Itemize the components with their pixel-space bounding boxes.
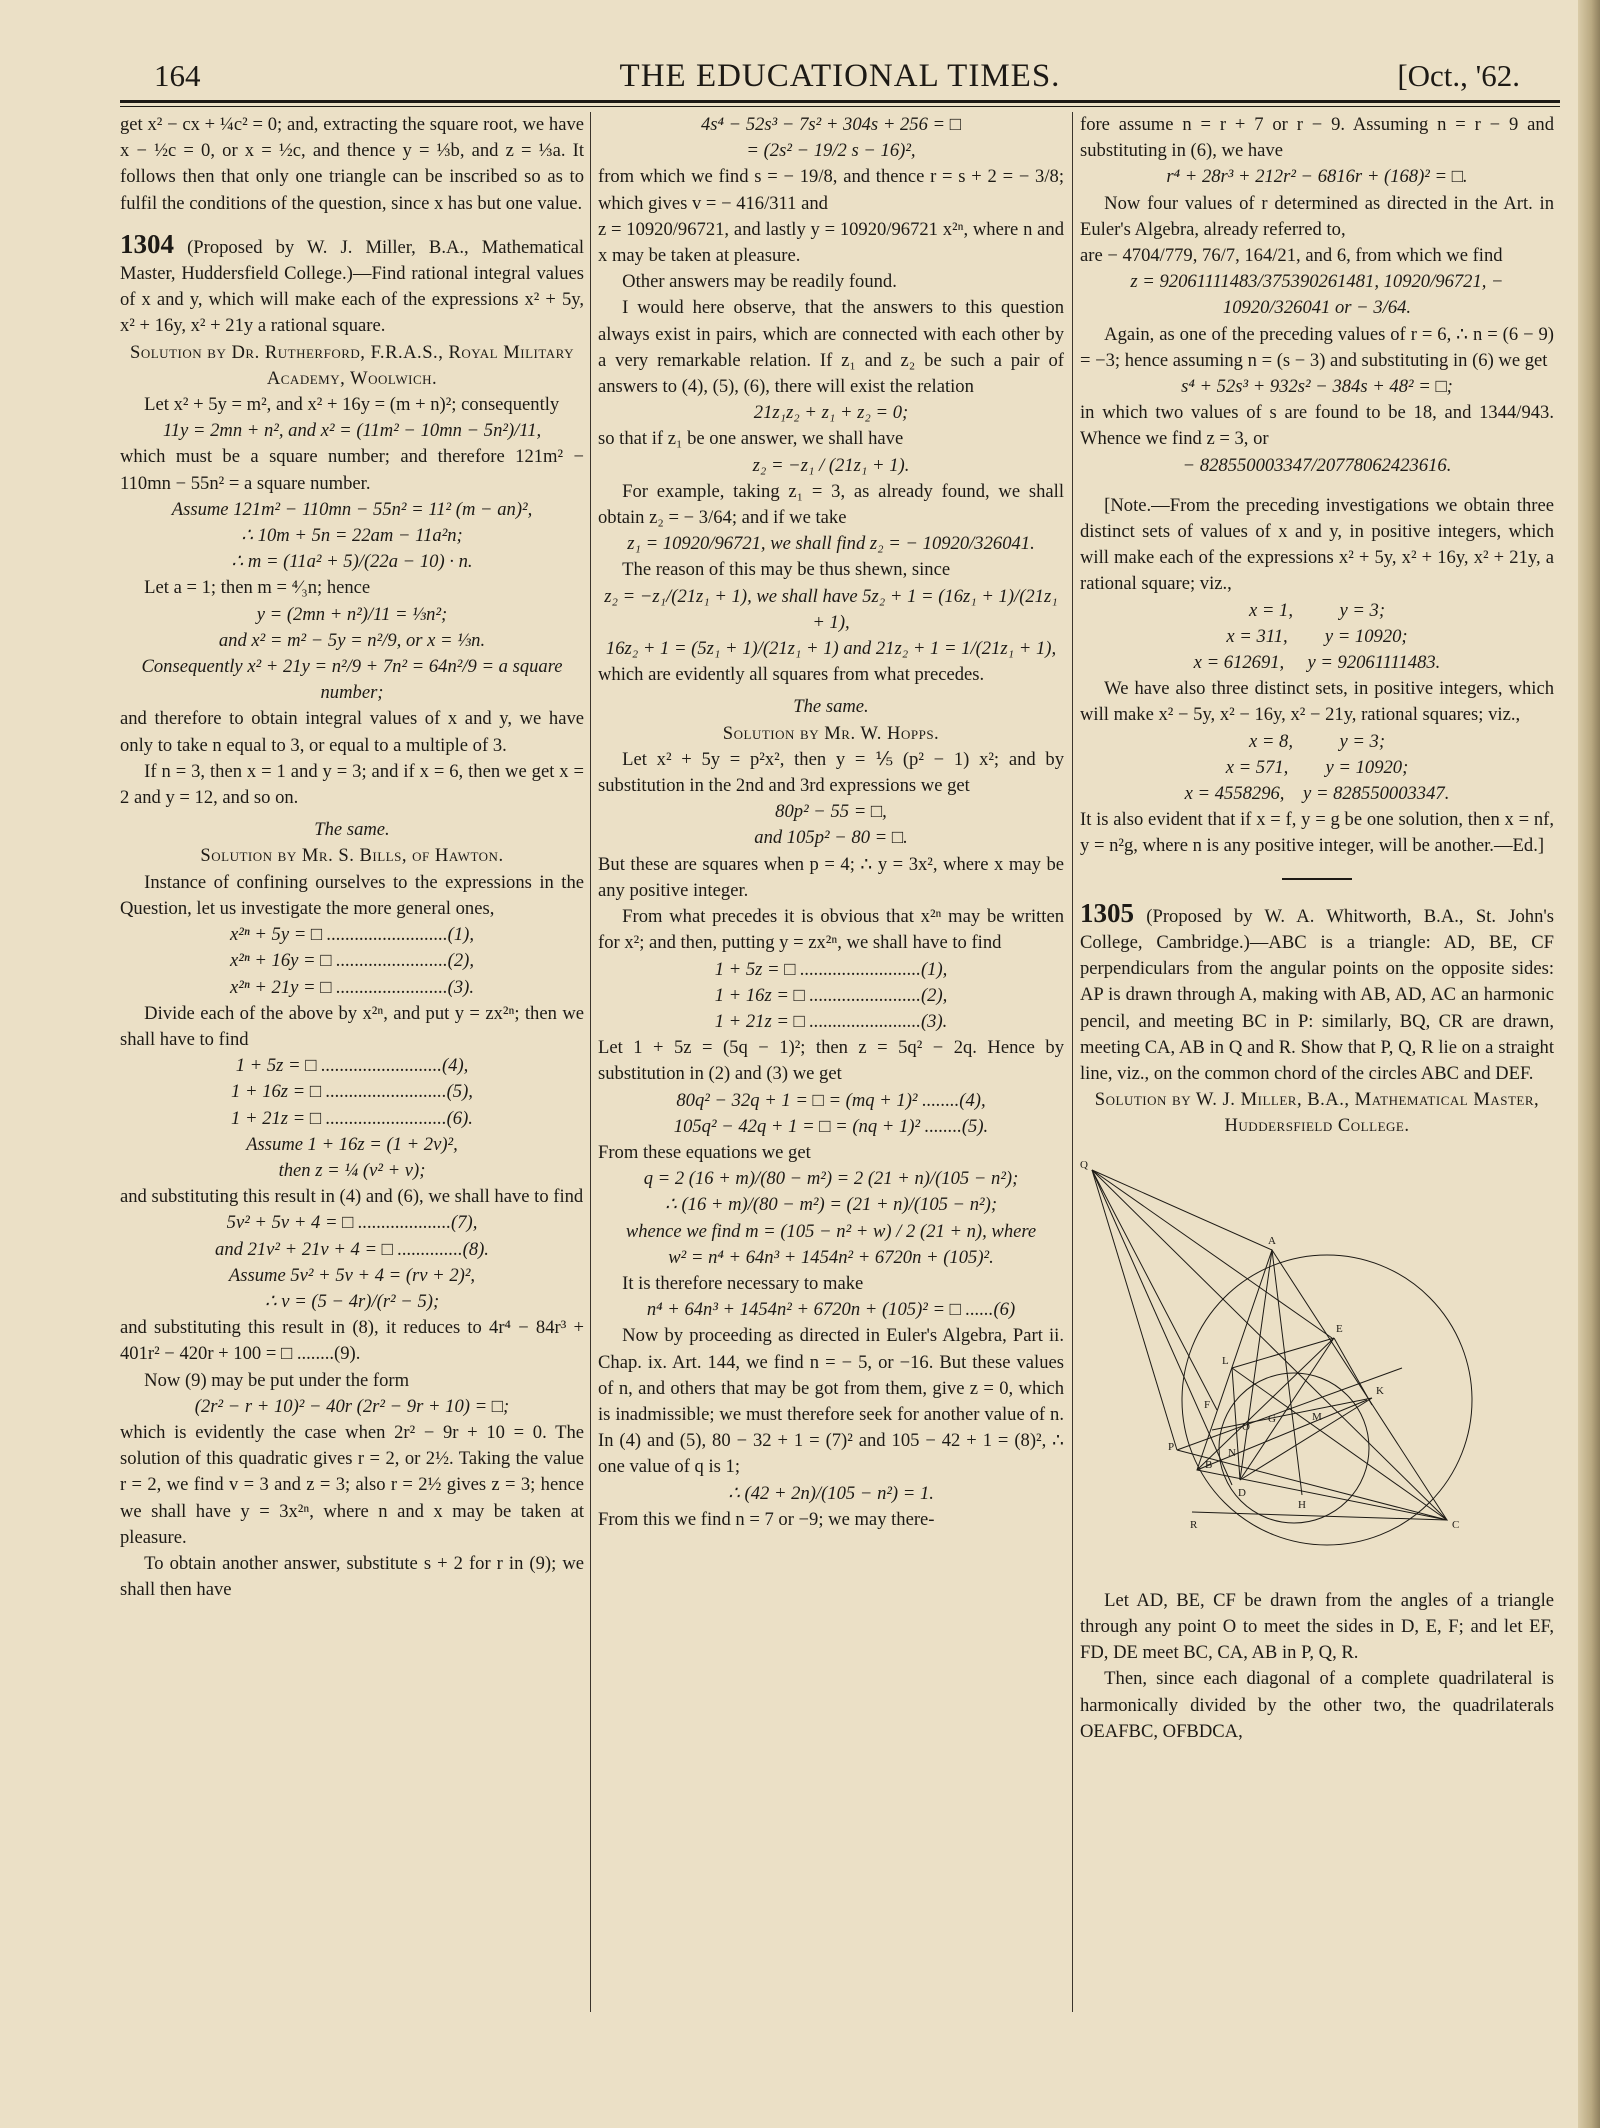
equation: and 21v² + 21v + 4 = □ ..............(8). — [215, 1238, 489, 1260]
equation: x²ⁿ + 16y = □ ........................(2), — [230, 950, 474, 972]
equation: x = 311, y = 10920; — [1226, 625, 1408, 647]
paragraph: Then, since each diagonal of a complete quadrilateral is harmonically divided by the other two, the quadrilaterals OEAFBC, OFBDCA, — [1080, 1668, 1554, 1742]
equation: x²ⁿ + 5y = □ ..........................(1), — [230, 924, 474, 946]
figure-label: F — [1204, 1398, 1211, 1411]
paragraph: and therefore to obtain integral values of x and y, we have only to take n equal to 3, or equal to a multiple of 3. — [120, 708, 584, 756]
line — [1334, 1338, 1372, 1405]
question-1304 — [120, 228, 584, 340]
line — [1240, 1398, 1372, 1480]
equation: = (2s² − 19/2 s − 16)², — [746, 140, 916, 162]
paragraph: If n = 3, then x = 1 and y = 3; and if x = 6, then we get x = 2 and y = 12, and so on. — [120, 760, 584, 809]
equation: and x² = m² − 5y = n²/9, or x = ⅓n. — [218, 629, 486, 651]
column-3 — [1080, 112, 1554, 2022]
paragraph: To obtain another answer, substitute s + 2 for r in (9); we shall then have — [120, 1552, 584, 1601]
figure-label: R — [1190, 1518, 1198, 1531]
paragraph: in which two values of s are found to be 18, and 1344/943. Whence we find z = 3, or — [1080, 402, 1554, 450]
paragraph: But these are squares when p = 4; ∴ y = 3x², where x may be any positive integer. — [598, 853, 1064, 901]
figure-label: D — [1238, 1486, 1246, 1499]
paragraph: Let 1 + 5z = (5q − 1)²; then z = 5q² − 2q. Hence by substitution in (2) and (3) we get — [598, 1037, 1064, 1085]
equation: 1 + 21z = □ ..........................(6). — [231, 1107, 473, 1129]
question-number: 1304 — [120, 228, 174, 259]
equation: x = 4558296, y = 828550003347. — [1184, 783, 1450, 805]
equation: 1 + 21z = □ ........................(3). — [714, 1010, 948, 1032]
paragraph: which are evidently all squares from what precedes. — [598, 664, 985, 686]
equation: 1 + 5z = □ ..........................(4), — [235, 1055, 469, 1077]
geometry-figure — [1080, 1150, 1554, 1588]
page-number: 164 — [154, 58, 201, 93]
figure-label: N — [1228, 1446, 1236, 1459]
equation: w² = n⁴ + 64n³ + 1454n² + 6720n + (105)². — [668, 1246, 994, 1268]
equation: 80p² − 55 = □, — [775, 801, 887, 823]
equation: 1 + 5z = □ ..........................(1), — [714, 958, 948, 980]
circle-def — [1219, 1373, 1369, 1523]
equation: z₁ = 10920/96721, we shall find z₂ = − 10920/326041. — [627, 533, 1035, 555]
equation: z₂ = −z₁/(21z₁ + 1), we shall have 5z₂ + 1 = (16z₁ + 1)/(21z₁ + 1), — [604, 585, 1058, 633]
equation: 5v² + 5v + 4 = □ ....................(7), — [226, 1212, 478, 1234]
line — [1212, 1398, 1372, 1430]
question-number: 1305 — [1080, 897, 1134, 928]
paragraph: Again, as one of the preceding values of r = 6, ∴ n = (6 − 9) = −3; hence assuming n = (s − 3) and substituting in (6) we get — [1080, 323, 1554, 371]
equation: 16z₂ + 1 = (5z₁ + 1)/(21z₁ + 1) and 21z₂ + 1 = 1/(21z₁ + 1), — [605, 638, 1057, 660]
equation: whence we find m = (105 − n² + w) / 2 (21 + n), where — [625, 1220, 1037, 1242]
equation: q = 2 (16 + m)/(80 − m²) = 2 (21 + n)/(105 − n²); — [643, 1168, 1019, 1190]
equation: x²ⁿ + 21y = □ ........................(3). — [230, 976, 474, 998]
equation: x = 1, y = 3; — [1248, 599, 1386, 621]
figure-label: C — [1452, 1518, 1460, 1531]
figure-label: A — [1268, 1234, 1276, 1247]
line — [1232, 1368, 1240, 1480]
paragraph: so that if z₁ be one answer, we shall have — [598, 428, 904, 450]
triangle-abc — [1197, 1250, 1447, 1520]
paragraph: which is evidently the case when 2r² − 9r + 10 = 0. The solution of this quadratic gives r = 2, or 2½. Taking the value r = 2, we find v = 3 and z = 3; also r = 2½ gives z = 3; hence we shall have y = 3x²ⁿ, where n and x may be taken at pleasure. — [120, 1421, 584, 1548]
question-text: (Proposed by W. J. Miller, B.A., Mathematical Master, Huddersfield College.)—Find rational integral values of x and y, which will make each of the expressions x² + 5y, x² + 16y, x² + 21y a rational square. — [120, 236, 584, 337]
paragraph: Instance of confining ourselves to the expressions in the Question, let us investigate the more general ones, — [120, 871, 584, 919]
equation: z = 92061111483/375390261481, 10920/96721, − 10920/326041 or − 3/64. — [1130, 271, 1504, 319]
equation: ∴ m = (11a² + 5)/(22a − 10) · n. — [231, 551, 473, 573]
paragraph: I would here observe, that the answers to this question always exist in pairs, which are connected with each other by a very remarkable relation. If z₁ and z₂ be such a pair of answers to (4), (5), (6), there will exist the relation — [598, 297, 1064, 398]
paragraph: We have also three distinct sets, in positive integers, which will make x² − 5y, x² − 16y, x² − 21y, rational squares; viz., — [1080, 678, 1554, 726]
paragraph: Let x² + 5y = m², and x² + 16y = (m + n)²; consequently — [144, 394, 560, 416]
equation: then z = ¼ (v² + v); — [278, 1159, 426, 1181]
paragraph: From this we find n = 7 or −9; we may there- — [598, 1508, 935, 1530]
page-header — [120, 58, 1560, 98]
paragraph: Now (9) may be put under the form — [144, 1369, 410, 1391]
paragraph: Let a = 1; then m = ⁴⁄₃n; hence — [144, 577, 371, 599]
paragraph: The reason of this may be thus shewn, since — [622, 559, 951, 581]
equation: x = 8, y = 3; — [1248, 730, 1386, 752]
equation: ∴ (16 + m)/(80 − m²) = (21 + n)/(105 − n²); — [664, 1194, 998, 1216]
issue-date: [Oct., '62. — [1397, 58, 1520, 93]
equation: z₂ = −z₁ / (21z₁ + 1). — [752, 454, 910, 476]
figure-label: M — [1312, 1410, 1322, 1423]
paragraph: Divide each of the above by x²ⁿ, and put y = zx²ⁿ; then we shall have to find — [120, 1002, 584, 1050]
solution-heading: Solution by Mr. S. Bills, of Hawton. — [200, 845, 504, 867]
equation: ∴ 10m + 5n = 22am − 11a²n; — [241, 525, 463, 547]
question-text: (Proposed by W. A. Whitworth, B.A., St. John's College, Cambridge.)—ABC is a triangle: AD, BE, CF perpendiculars from the angular points on the opposite sides: AP is drawn through A, making with AB, AD, AC an harmonic pencil, and meeting BC in P: similarly, BQ, CR are drawn, meeting CA, AB in Q and R. Show that P, Q, R lie on a straight line, viz., on the common chord of the circles ABC and DEF. — [1080, 905, 1554, 1084]
line — [1177, 1450, 1447, 1520]
paragraph: It is also evident that if x = f, y = g be one solution, then x = nf, y = n²g, where n is any positive integer, will be another.—Ed.] — [1080, 809, 1554, 857]
paragraph: get x² − cx + ¼c² = 0; and, extracting the square root, we have x − ½c = 0, or x = ½c, and thence y = ⅓b, and z = ⅓a. It follows then that only one triangle can be inscribed so as to fulfil the conditions of the question, since x has but one value. — [120, 114, 584, 214]
column-1 — [120, 112, 584, 2022]
figure-label: B — [1205, 1458, 1213, 1471]
question-1305 — [1080, 897, 1554, 1087]
header-rule-thin — [120, 106, 1560, 107]
paragraph: From these equations we get — [598, 1141, 811, 1163]
equation: and 105p² − 80 = □. — [754, 827, 908, 849]
line — [1197, 1400, 1367, 1470]
equation: 105q² − 42q + 1 = □ = (nq + 1)² ........(5). — [673, 1115, 989, 1137]
equation: ∴ (42 + 2n)/(105 − n²) = 1. — [728, 1482, 934, 1504]
journal-title: THE EDUCATIONAL TIMES. — [619, 58, 1061, 94]
column-divider — [590, 112, 591, 2012]
paragraph: which must be a square number; and therefore 121m² − 110mn − 55n² = a square number. — [120, 446, 584, 494]
paragraph: Let x² + 5y = p²x², then y = ⅕ (p² − 1) x²; and by substitution in the 2nd and 3rd expressions we get — [598, 748, 1064, 797]
equation: Assume 5v² + 5v + 4 = (rv + 2)², — [228, 1264, 476, 1286]
equation: Assume 121m² − 110mn − 55n² = 11² (m − an)², — [171, 498, 533, 520]
section-separator — [1282, 878, 1352, 880]
column-divider — [1072, 112, 1073, 2012]
solution-heading: Solution by Dr. Rutherford, F.R.A.S., Royal Military Academy, Woolwich. — [130, 341, 574, 389]
paragraph: For example, taking z₁ = 3, as already found, we shall obtain z₂ = − 3/64; and if we take — [598, 480, 1064, 529]
equation: 11y = 2mn + n², and x² = (11m² − 10mn − 5n²)/11, — [162, 420, 542, 442]
solution-heading: Solution by W. J. Miller, B.A., Mathematical Master, Huddersfield College. — [1094, 1089, 1540, 1137]
equation: y = (2mn + n²)/11 = ⅓n²; — [256, 603, 448, 625]
same-heading: The same. — [793, 696, 869, 718]
equation: 80q² − 32q + 1 = □ = (mq + 1)² ........(4), — [676, 1089, 986, 1111]
paragraph: Now by proceeding as directed in Euler's Algebra, Part ii. Chap. ix. Art. 144, we find n = − 5, or −16. But these values of n, and others that may be got from them, give z = 0, which is inadmissible; we must therefore seek for another value of n. In (4) and (5), 80 − 32 + 1 = (7)² and 105 − 42 + 1 = (8)², ∴ one value of q is 1; — [598, 1325, 1064, 1478]
paragraph: from which we find s = − 19/8, and thence r = s + 2 = − 3/8; which gives v = − 416/311 and — [598, 166, 1064, 214]
line — [1092, 1170, 1217, 1410]
equation: ∴ v = (5 − 4r)/(r² − 5); — [264, 1290, 440, 1312]
figure-label: H — [1298, 1498, 1306, 1511]
figure-label: E — [1336, 1322, 1343, 1335]
line — [1092, 1170, 1272, 1250]
paragraph: and substituting this result in (8), it reduces to 4r⁴ − 84r³ + 401r² − 420r + 100 = □ ........(9). — [120, 1317, 584, 1365]
equation: 1 + 16z = □ ........................(2), — [714, 984, 948, 1006]
figure-label: L — [1222, 1354, 1229, 1367]
equation: s⁴ + 52s³ + 932s² − 384s + 48² = □; — [1181, 376, 1453, 398]
triangle-diagram — [1080, 1150, 1542, 1580]
paragraph: From what precedes it is obvious that x²ⁿ may be written for x²; and then, putting y = zx²ⁿ, we shall have to find — [598, 906, 1064, 954]
paragraph: Other answers may be readily found. — [622, 271, 897, 293]
equation: 21z₁z₂ + z₁ + z₂ = 0; — [753, 402, 909, 424]
equation: x = 571, y = 10920; — [1225, 756, 1409, 778]
header-rule — [120, 100, 1560, 103]
column-2 — [598, 112, 1064, 2022]
figure-label: O — [1242, 1420, 1250, 1433]
equation: n⁴ + 64n³ + 1454n² + 6720n + (105)² = □ ......(6) — [646, 1299, 1016, 1321]
paragraph: It is therefore necessary to make — [622, 1272, 864, 1294]
paragraph: fore assume n = r + 7 or r − 9. Assuming n = r − 9 and substituting in (6), we have — [1080, 114, 1554, 162]
paragraph: Let AD, BE, CF be drawn from the angles of a triangle through any point O to meet the sides in D, E, F; and let EF, FD, DE meet BC, CA, AB in P, Q, R. — [1080, 1589, 1554, 1664]
editor-note: [Note.—From the preceding investigations we obtain three distinct sets of values of x and y, in positive integers, which will make each of the expressions x² + 5y, x² + 16y, x² + 21y, a rational square; viz., — [1080, 494, 1554, 595]
equation: − 828550003347/20778062423616. — [1182, 454, 1452, 476]
equation: Assume 1 + 16z = (1 + 2v)², — [246, 1133, 458, 1155]
figure-label: G — [1268, 1412, 1276, 1425]
solution-heading: Solution by Mr. W. Hopps. — [722, 722, 940, 744]
figure-label: P — [1168, 1440, 1175, 1453]
equation: (2r² − r + 10)² − 40r (2r² − 9r + 10) = □; — [194, 1395, 510, 1417]
page-edge — [1578, 0, 1600, 2128]
line — [1092, 1170, 1332, 1338]
equation: x = 612691, y = 92061111483. — [1193, 652, 1441, 674]
paragraph: and substituting this result in (4) and (6), we shall have to find — [120, 1186, 584, 1208]
paragraph: Now four values of r determined as directed in the Art. in Euler's Algebra, already referred to, — [1080, 192, 1554, 240]
equation: 4s⁴ − 52s³ − 7s² + 304s + 256 = □ — [701, 114, 961, 135]
paragraph: z = 10920/96721, and lastly y = 10920/96721 x²ⁿ, where n and x may be taken at pleasure. — [598, 218, 1064, 267]
figure-label: K — [1376, 1384, 1384, 1397]
paragraph: are − 4704/779, 76/7, 164/21, and 6, from which we find — [1080, 245, 1503, 267]
figure-label: Q — [1080, 1158, 1088, 1171]
same-heading: The same. — [314, 819, 390, 841]
line — [1240, 1338, 1334, 1480]
equation: 1 + 16z = □ ..........................(5), — [231, 1081, 473, 1103]
equation: r⁴ + 28r³ + 212r² − 6816r + (168)² = □. — [1166, 166, 1468, 188]
equation: Consequently x² + 21y = n²/9 + 7n² = 64n²/9 = a square number; — [141, 656, 563, 704]
